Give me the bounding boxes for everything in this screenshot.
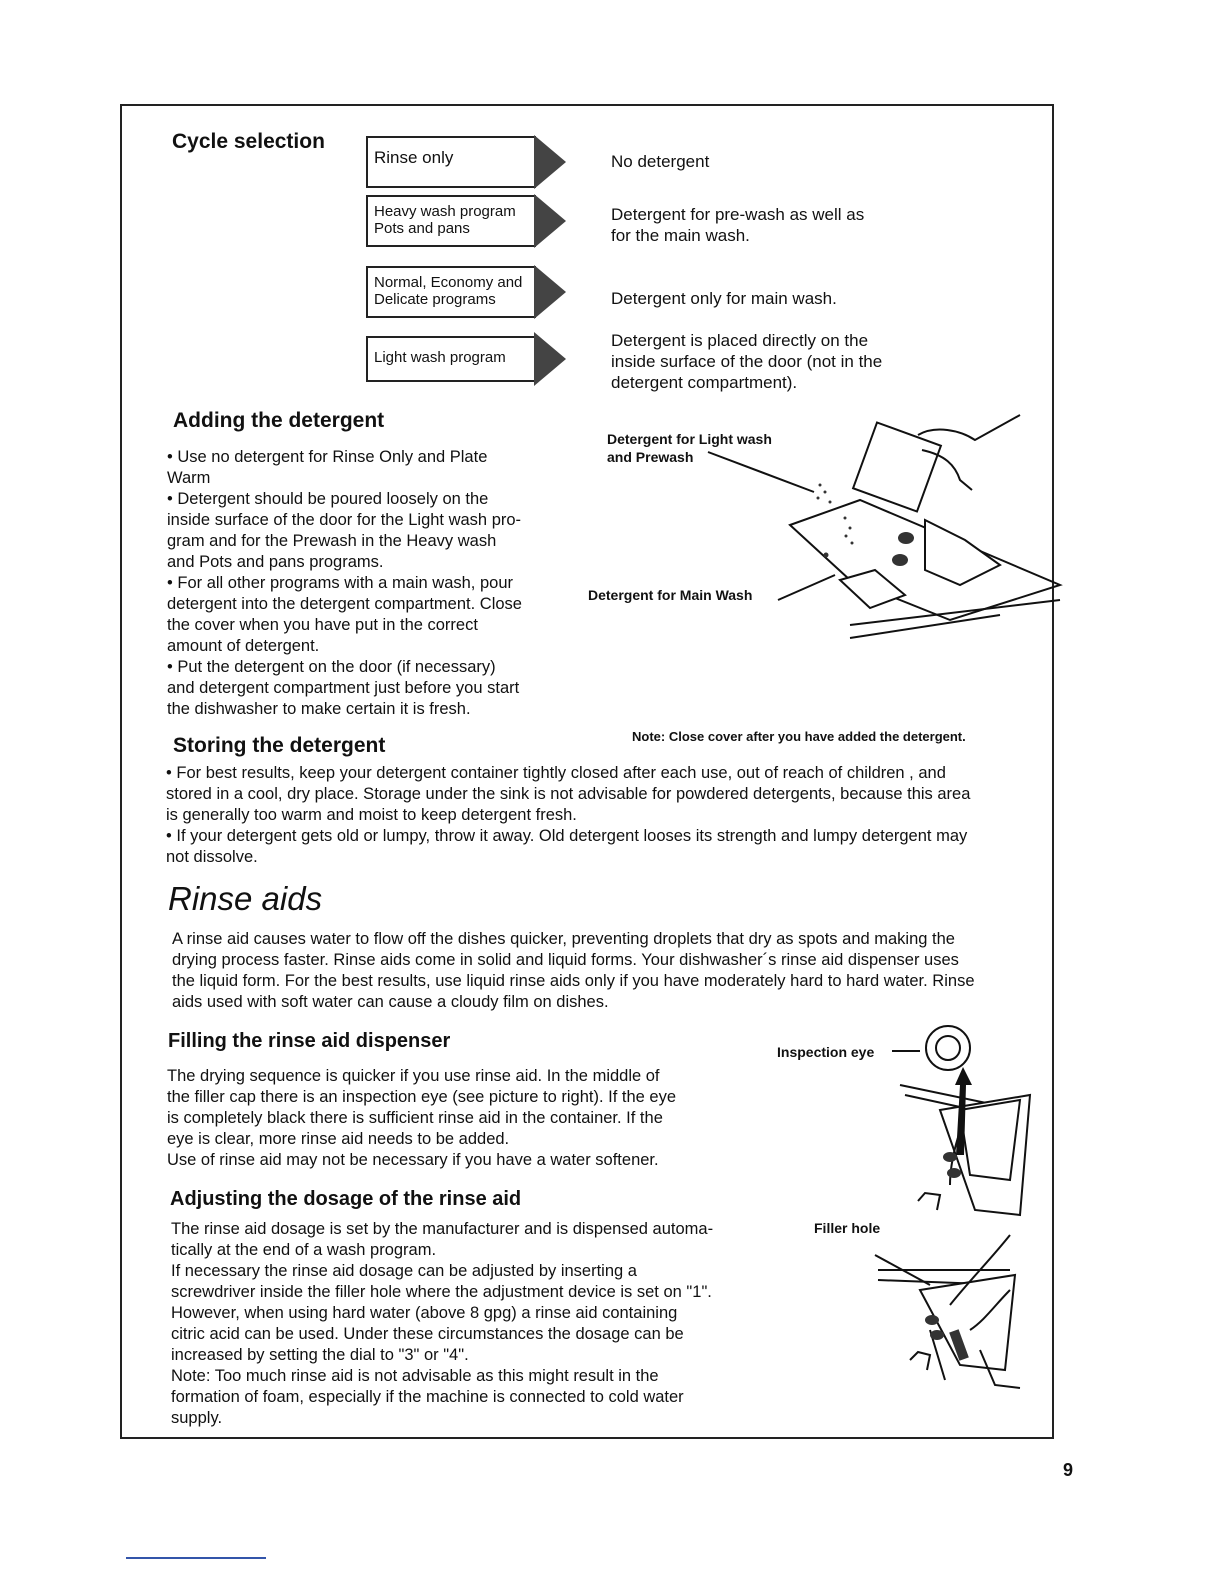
inspection-eye-illustration	[880, 1015, 1040, 1220]
description-line: for the main wash.	[611, 226, 750, 245]
cycle-description-rinse-only	[611, 151, 931, 172]
program-box-normal-economy	[366, 266, 536, 318]
label-line: and Prewash	[607, 449, 694, 465]
description-line: Detergent only for main wash.	[611, 289, 837, 308]
text-line: Warm	[167, 469, 211, 487]
program-box-light-wash	[366, 336, 536, 382]
text-line: detergent into the detergent compartment. Close	[167, 595, 522, 613]
text-line: screwdriver inside the filler hole where the adjustment device is set on "1".	[171, 1283, 712, 1301]
rinse-aids-title: Rinse aids	[168, 880, 323, 917]
text-line: The rinse aid dosage is set by the manufacturer and is dispensed automa-	[171, 1220, 714, 1238]
storing-detergent-heading: Storing the detergent	[173, 734, 386, 757]
description-line: No detergent	[611, 152, 710, 171]
description-line: Detergent for pre-wash as well as	[611, 205, 865, 224]
text-line: gram and for the Prewash in the Heavy wash	[167, 532, 497, 550]
text-line: supply.	[171, 1409, 223, 1427]
text-line: formation of foam, especially if the machine is connected to cold water	[171, 1388, 684, 1406]
figure-label-inspection-eye: Inspection eye	[777, 1044, 875, 1060]
text-line: eye is clear, more rinse aid needs to be added.	[167, 1130, 510, 1148]
text-line: is completely black there is sufficient rinse aid in the container. If the	[167, 1109, 663, 1127]
text-line: However, when using hard water (above 8 gpg) a rinse aid containing	[171, 1304, 678, 1322]
text-line: amount of detergent.	[167, 637, 320, 655]
adding-detergent-text	[167, 447, 567, 720]
program-label: Normal, Economy and	[374, 274, 523, 291]
label-line: Detergent for Light wash	[607, 431, 772, 447]
cycle-description-heavy-wash	[611, 204, 931, 246]
cycle-selection-title: Cycle selection	[172, 130, 325, 153]
text-line: The drying sequence is quicker if you use rinse aid. In the middle of	[167, 1067, 660, 1085]
program-label: Delicate programs	[374, 291, 496, 308]
figure-label-filler-hole: Filler hole	[814, 1220, 881, 1236]
program-label: Light wash program	[374, 349, 506, 366]
footer-rule	[126, 1557, 266, 1559]
rinse-aids-intro	[172, 929, 1052, 1013]
text-line: the cover when you have put in the correct	[167, 616, 478, 634]
text-line: inside surface of the door for the Light wash pro-	[167, 511, 522, 529]
figure-note: Note: Close cover after you have added the detergent.	[632, 729, 966, 744]
text-line: aids used with soft water can cause a cloudy film on dishes.	[172, 993, 609, 1011]
text-line: and detergent compartment just before you start	[167, 679, 520, 697]
text-line: • For best results, keep your detergent container tightly closed after each use, out of reach of children , and	[166, 764, 946, 782]
text-line: A rinse aid causes water to flow off the dishes quicker, preventing droplets that dry as spots and making the	[172, 930, 955, 948]
text-line: Use of rinse aid may not be necessary if you have a water softener.	[167, 1151, 659, 1169]
text-line: and Pots and pans programs.	[167, 553, 384, 571]
text-line: not dissolve.	[166, 848, 258, 866]
arrow-icon	[534, 332, 566, 386]
program-label: Rinse only	[374, 148, 454, 167]
figure-label-main-wash: Detergent for Main Wash	[588, 587, 753, 603]
filling-rinse-aid-heading: Filling the rinse aid dispenser	[168, 1030, 451, 1052]
arrow-icon	[534, 135, 566, 189]
text-line: increased by setting the dial to "3" or "4".	[171, 1346, 469, 1364]
adjusting-dosage-text	[171, 1219, 791, 1429]
text-line: • Use no detergent for Rinse Only and Plate	[167, 448, 488, 466]
program-box-rinse-only	[366, 136, 536, 188]
text-line: citric acid can be used. Under these circumstances the dosage can be	[171, 1325, 684, 1343]
storing-detergent-text	[166, 763, 1046, 868]
text-line: the filler cap there is an inspection eye (see picture to right). If the eye	[167, 1088, 677, 1106]
description-line: detergent compartment).	[611, 373, 798, 392]
text-line: stored in a cool, dry place. Storage under the sink is not advisable for powdered detergents, because this area	[166, 785, 971, 803]
text-line: the dishwasher to make certain it is fresh.	[167, 700, 471, 718]
description-line: inside surface of the door (not in the	[611, 352, 883, 371]
program-box-heavy-wash	[366, 195, 536, 247]
text-line: If necessary the rinse aid dosage can be adjusted by inserting a	[171, 1262, 637, 1280]
arrow-icon	[534, 194, 566, 248]
filling-rinse-aid-text	[167, 1066, 767, 1171]
cycle-description-light-wash	[611, 330, 931, 393]
filler-hole-illustration	[870, 1230, 1030, 1390]
text-line: • If your detergent gets old or lumpy, throw it away. Old detergent looses its strength and lumpy detergent may	[166, 827, 968, 845]
page-number: 9	[1063, 1460, 1074, 1480]
text-line: the liquid form. For the best results, use liquid rinse aids only if you have moderately hard to hard water. Rinse	[172, 972, 975, 990]
detergent-door-illustration	[700, 410, 1065, 650]
program-label: Heavy wash program	[374, 203, 516, 220]
program-label: Pots and pans	[374, 220, 470, 237]
adjusting-dosage-heading: Adjusting the dosage of the rinse aid	[170, 1188, 522, 1210]
text-line: Note: Too much rinse aid is not advisable as this might result in the	[171, 1367, 659, 1385]
text-line: • For all other programs with a main wash, pour	[167, 574, 514, 592]
text-line: is generally too warm and moist to keep detergent fresh.	[166, 806, 577, 824]
adding-detergent-heading: Adding the detergent	[173, 409, 385, 432]
arrow-icon	[534, 265, 566, 319]
text-line: drying process faster. Rinse aids come in solid and liquid forms. Your dishwasher´s rinse aid dispenser uses	[172, 951, 959, 969]
text-line: • Detergent should be poured loosely on the	[167, 490, 489, 508]
description-line: Detergent is placed directly on the	[611, 331, 869, 350]
text-line: tically at the end of a wash program.	[171, 1241, 437, 1259]
text-line: • Put the detergent on the door (if necessary)	[167, 658, 496, 676]
cycle-description-normal	[611, 288, 931, 309]
